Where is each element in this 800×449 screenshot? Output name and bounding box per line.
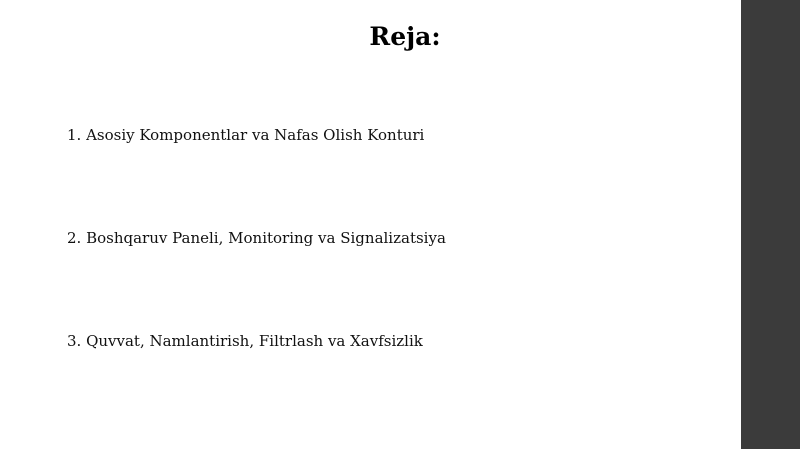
plan-item-2: 2. Boshqaruv Paneli, Monitoring va Signalizatsiya bbox=[67, 229, 446, 247]
plan-item-1: 1. Asosiy Komponentlar va Nafas Olish Konturi bbox=[67, 126, 425, 144]
slide-title: Reja: bbox=[369, 22, 441, 51]
side-panel bbox=[741, 0, 800, 449]
plan-item-3: 3. Quvvat, Namlantirish, Filtrlash va Xavfsizlik bbox=[67, 332, 423, 350]
